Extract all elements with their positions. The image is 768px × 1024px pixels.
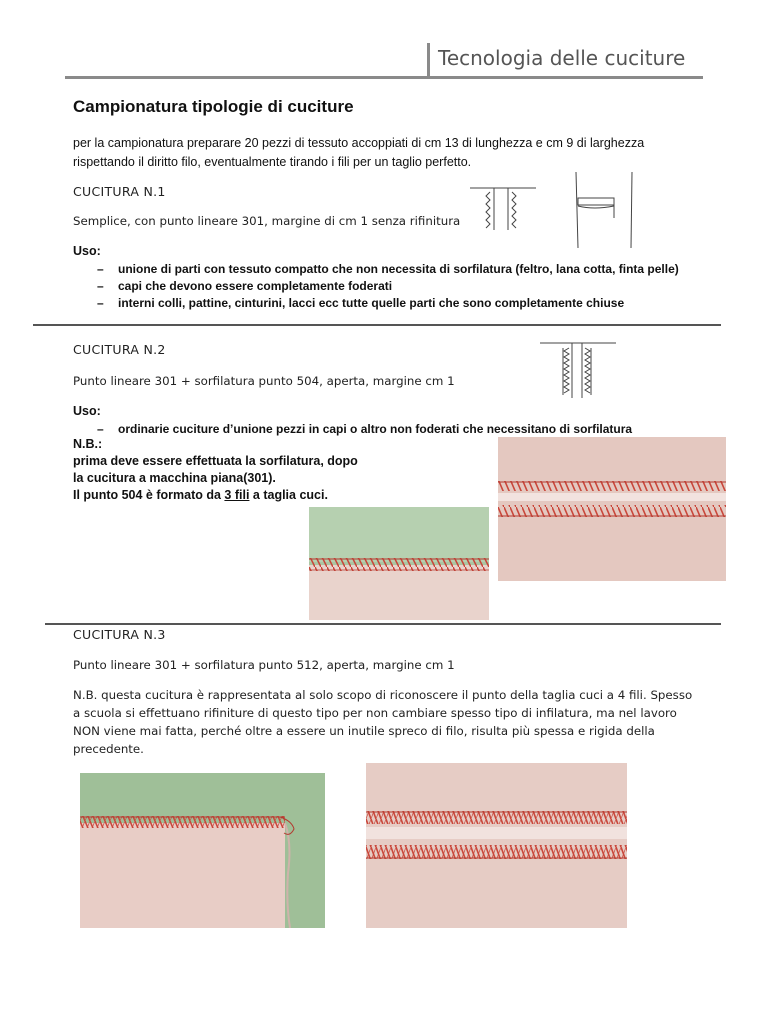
seam-3-photo-edge <box>80 773 325 928</box>
page-title: Campionatura tipologie di cuciture <box>73 97 354 116</box>
section-divider <box>45 623 721 625</box>
section-1-description: Semplice, con punto lineare 301, margine di cm 1 senza rifinitura <box>73 214 461 228</box>
section-2-nb <box>73 436 358 504</box>
seam-2-photo-open <box>498 437 726 581</box>
nb-line: Il punto 504 è formato da 3 fili a taglia cuci. <box>73 488 328 502</box>
seam-1-sketch <box>466 170 641 250</box>
nb-label: N.B.: <box>73 437 103 451</box>
seam-2-sketch <box>538 338 618 400</box>
section-2-description: Punto lineare 301 + sorfilatura punto 504, aperta, margine cm 1 <box>73 374 455 388</box>
header-title: Tecnologia delle cuciture <box>438 46 686 70</box>
nb-line: la cucitura a macchina piana(301). <box>73 471 276 485</box>
section-1-bullet-list <box>73 261 713 312</box>
seam-3-photo-open <box>366 763 627 928</box>
header-divider-vertical <box>427 43 430 77</box>
seam-2-photo-edge <box>309 507 489 620</box>
list-item: – capi che devono essere completamente foderati <box>97 279 393 293</box>
section-3-heading: CUCITURA N.3 <box>73 627 166 642</box>
section-3-description: Punto lineare 301 + sorfilatura punto 512, aperta, margine cm 1 <box>73 658 455 672</box>
intro-paragraph: per la campionatura preparare 20 pezzi di tessuto accoppiati di cm 13 di lunghezza e cm 9 di larghezza rispettando il diritto filo, eventualmente tirando i fili per un taglio perfetto. <box>73 136 645 169</box>
section-2-heading: CUCITURA N.2 <box>73 342 166 357</box>
header-divider-horizontal <box>65 76 703 79</box>
nb-line: prima deve essere effettuata la sorfilatura, dopo <box>73 454 358 468</box>
list-item: – ordinarie cuciture d’unione pezzi in capi o altro non foderati che necessitano di sorfilatura <box>97 422 633 436</box>
section-1-uso-label: Uso: <box>73 244 101 258</box>
section-divider <box>33 324 721 326</box>
section-3-note: N.B. questa cucitura è rappresentata al solo scopo di riconoscere il punto della taglia cuci a 4 fili. Spesso a scuola si effettuano rifiniture di questo tipo per non cambiare spesso tipo di infilatura, ma nel lavoro NON viene mai fatta, perché oltre a essere un inutile spreco di filo, risulta più spessa e rigida della precedente. <box>73 688 693 756</box>
list-item: – interni colli, pattine, cinturini, lacci ecc tutte quelle parti che sono completamente chiuse <box>97 296 625 310</box>
section-2-uso-label: Uso: <box>73 404 101 418</box>
list-item: – unione di parti con tessuto compatto che non necessita di sorfilatura (feltro, lana cotta, finta pelle) <box>97 262 679 276</box>
section-1-heading: CUCITURA N.1 <box>73 184 166 199</box>
